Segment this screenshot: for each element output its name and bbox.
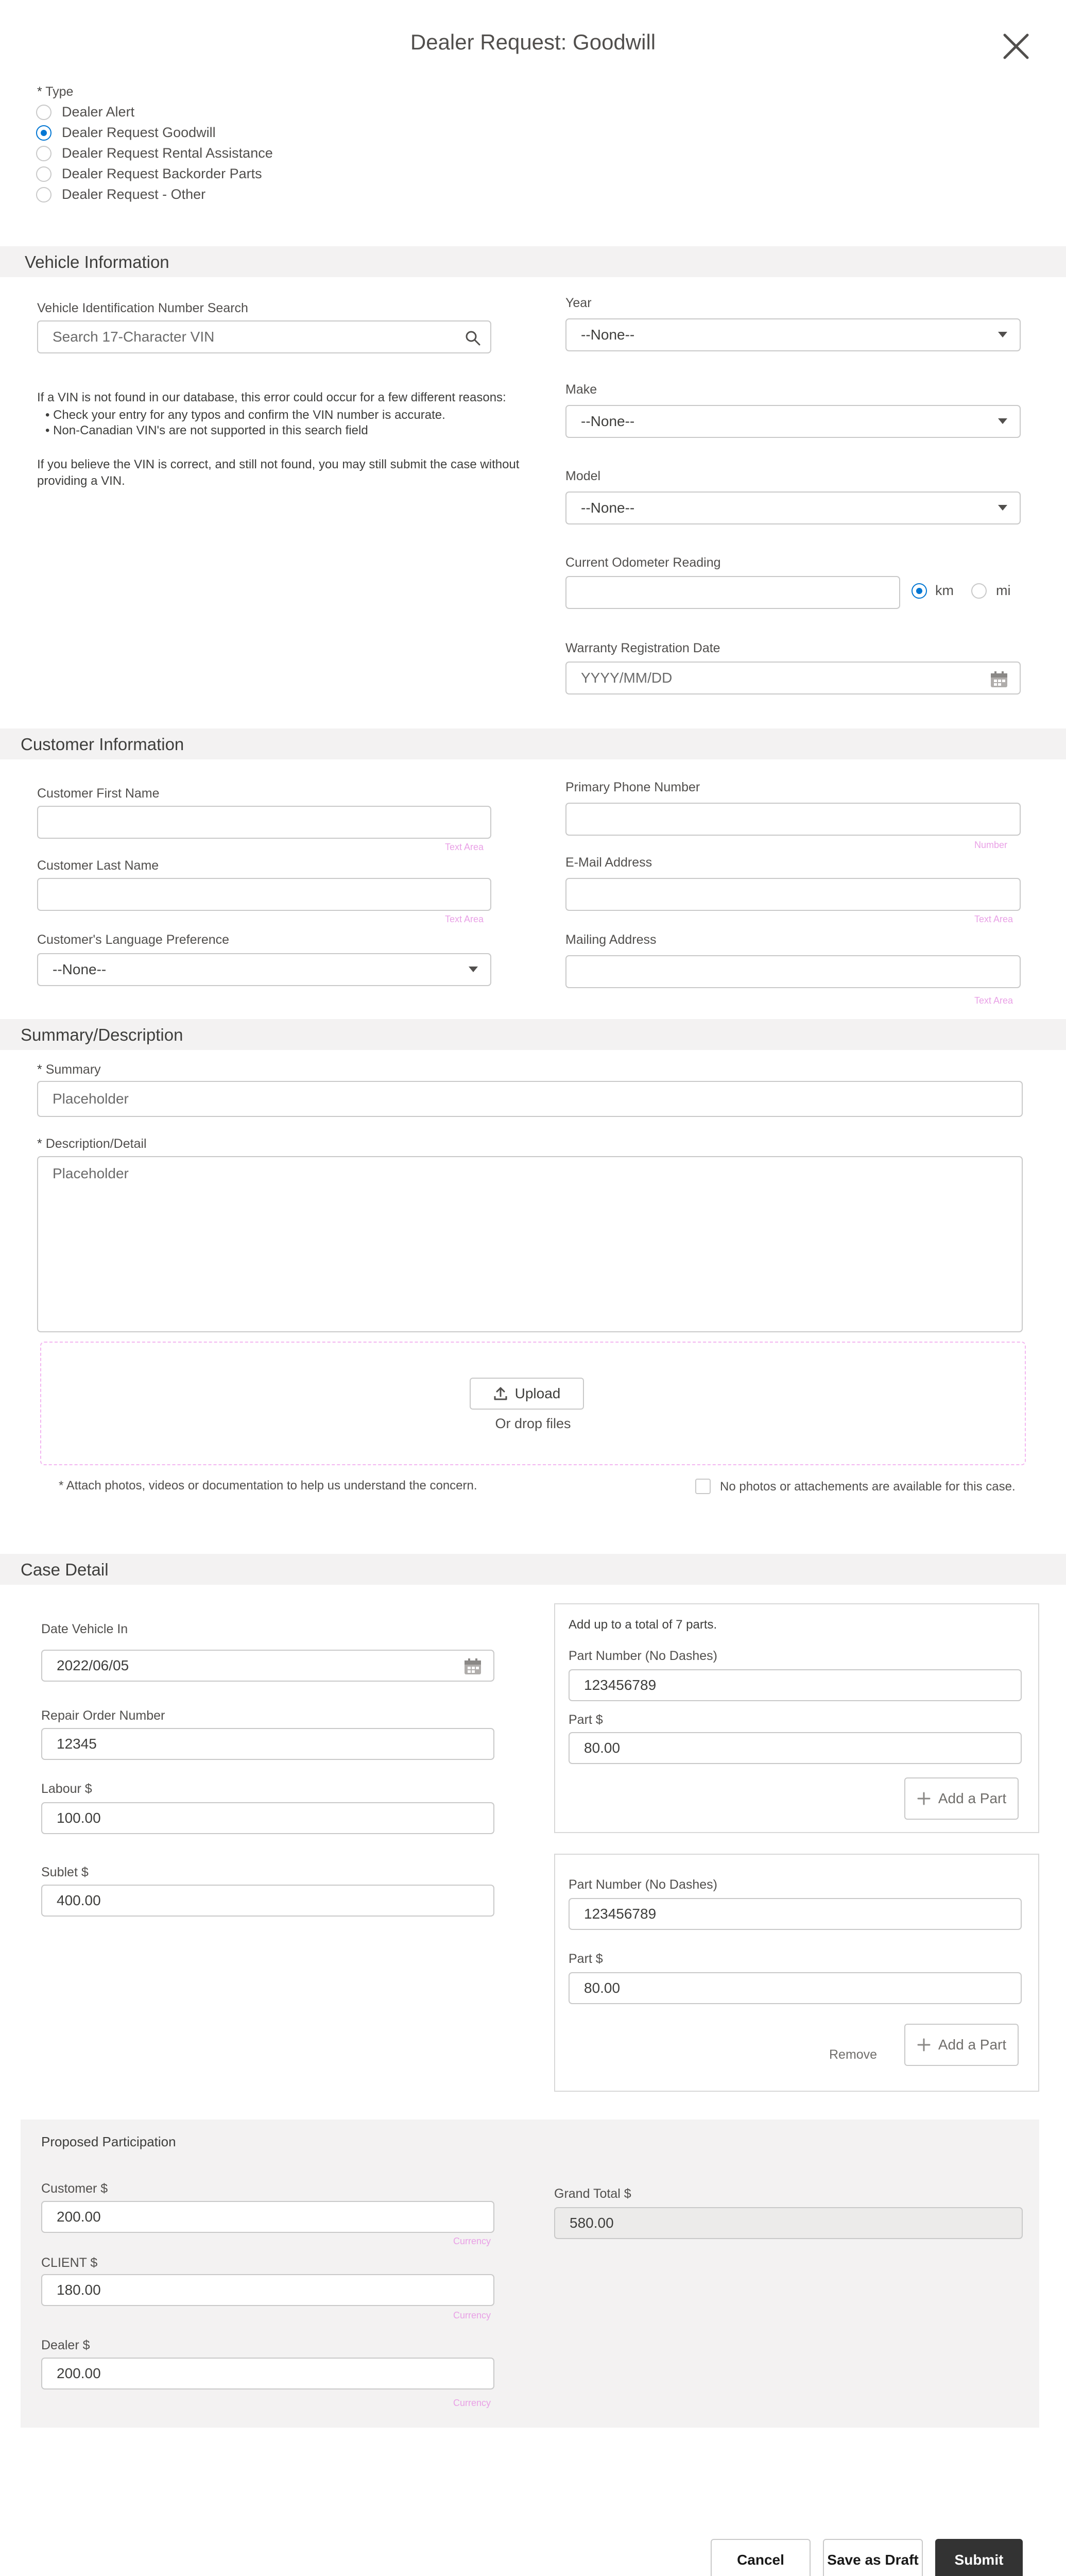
sublet-input[interactable] — [41, 1885, 494, 1917]
upload-icon — [493, 1386, 508, 1401]
part-price-value: 80.00 — [584, 1740, 621, 1756]
email-input[interactable] — [565, 878, 1021, 911]
no-photos-label: No photos or attachements are available for this case. — [720, 1480, 1016, 1494]
vin-help-bullet: • Check your entry for any typos and confirm the VIN number is accurate. — [45, 408, 445, 422]
modal-title: Dealer Request: Goodwill — [410, 30, 656, 54]
vin-help-text: providing a VIN. — [37, 474, 125, 488]
type-option-label: Dealer Alert — [62, 104, 135, 120]
add-part-label: Add a Part — [938, 2037, 1007, 2053]
type-radio-rental-assistance[interactable] — [36, 146, 51, 161]
unit-km-radio[interactable] — [912, 583, 927, 599]
model-value: --None-- — [581, 500, 635, 516]
warranty-date-placeholder: YYYY/MM/DD — [581, 670, 673, 686]
sublet-value: 400.00 — [57, 1892, 101, 1908]
last-name-label: Customer Last Name — [37, 858, 159, 873]
calendar-icon[interactable] — [990, 671, 1008, 688]
parts-intro: Add up to a total of 7 parts. — [569, 1618, 717, 1632]
remove-part-link[interactable]: Remove — [829, 2047, 878, 2062]
part-price-label: Part $ — [569, 1713, 603, 1727]
add-part-label: Add a Part — [938, 1790, 1007, 1806]
mailing-address-hint: Text Area — [974, 995, 1013, 1006]
language-select[interactable] — [37, 953, 491, 986]
no-photos-checkbox[interactable] — [695, 1479, 711, 1494]
dealer-amount-input[interactable] — [41, 2358, 494, 2389]
client-amount-label: CLIENT $ — [41, 2256, 98, 2270]
customer-amount-value: 200.00 — [57, 2209, 101, 2225]
email-label: E-Mail Address — [565, 855, 652, 870]
summary-label: * Summary — [37, 1062, 101, 1077]
dealer-amount-value: 200.00 — [57, 2365, 101, 2381]
customer-section-header — [0, 728, 1066, 759]
warranty-date-label: Warranty Registration Date — [565, 641, 720, 655]
case-section-title: Case Detail — [21, 1560, 109, 1579]
last-name-hint: Text Area — [445, 914, 484, 924]
email-hint: Text Area — [974, 914, 1013, 924]
make-select[interactable] — [565, 405, 1021, 438]
mailing-address-label: Mailing Address — [565, 933, 657, 947]
first-name-hint: Text Area — [445, 842, 484, 852]
year-label: Year — [565, 296, 592, 310]
cancel-label: Cancel — [737, 2552, 784, 2568]
part-price-value: 80.00 — [584, 1980, 621, 1996]
date-in-label: Date Vehicle In — [41, 1622, 128, 1636]
labour-value: 100.00 — [57, 1810, 101, 1826]
labour-label: Labour $ — [41, 1782, 92, 1796]
vin-help-intro: If a VIN is not found in our database, this error could occur for a few different reasons: — [37, 391, 506, 404]
description-label: * Description/Detail — [37, 1137, 147, 1151]
search-icon[interactable] — [465, 330, 481, 346]
description-placeholder: Placeholder — [53, 1165, 129, 1181]
type-radio-other[interactable] — [36, 187, 51, 202]
vin-help-text: If you believe the VIN is correct, and still not found, you may still submit the case without — [37, 457, 520, 471]
make-label: Make — [565, 382, 597, 397]
customer-amount-input[interactable] — [41, 2201, 494, 2233]
unit-km-label: km — [935, 583, 954, 598]
part-price-label: Part $ — [569, 1952, 603, 1966]
phone-input[interactable] — [565, 803, 1021, 836]
save-draft-button[interactable] — [823, 2539, 923, 2576]
submit-label: Submit — [954, 2552, 1004, 2568]
last-name-input[interactable] — [37, 878, 491, 911]
warranty-date-input[interactable] — [565, 662, 1021, 694]
phone-hint: Number — [974, 840, 1008, 850]
part-number-label: Part Number (No Dashes) — [569, 1877, 717, 1892]
type-option-label: Dealer Request Rental Assistance — [62, 145, 273, 161]
labour-input[interactable] — [41, 1802, 494, 1834]
upload-button[interactable] — [470, 1378, 584, 1410]
part-price-input[interactable] — [569, 1732, 1022, 1764]
ro-number-label: Repair Order Number — [41, 1708, 165, 1723]
type-option-label: Dealer Request Goodwill — [62, 125, 216, 140]
type-radio-goodwill[interactable] — [36, 125, 51, 141]
summary-section-header — [0, 1019, 1066, 1050]
currency-hint: Currency — [453, 2310, 491, 2320]
ro-number-input[interactable] — [41, 1728, 494, 1760]
type-radio-backorder-parts[interactable] — [36, 166, 51, 182]
language-value: --None-- — [53, 961, 107, 977]
type-label: * Type — [37, 84, 74, 99]
year-select[interactable] — [565, 318, 1021, 351]
currency-hint: Currency — [453, 2398, 491, 2408]
participation-title: Proposed Participation — [41, 2134, 176, 2149]
date-in-value: 2022/06/05 — [57, 1657, 129, 1673]
plus-icon — [917, 2038, 931, 2052]
first-name-input[interactable] — [37, 806, 491, 839]
vin-placeholder: Search 17-Character VIN — [53, 329, 215, 345]
close-icon[interactable] — [1002, 32, 1030, 61]
summary-input[interactable] — [37, 1081, 1023, 1117]
part-number-label: Part Number (No Dashes) — [569, 1649, 717, 1663]
type-radio-dealer-alert[interactable] — [36, 105, 51, 120]
add-part-button[interactable] — [904, 2024, 1019, 2066]
description-textarea[interactable] — [37, 1156, 1023, 1332]
part-number-input[interactable] — [569, 1669, 1022, 1701]
unit-mi-radio[interactable] — [971, 583, 987, 599]
vehicle-section-header — [0, 246, 1066, 277]
grand-total-value: 580.00 — [570, 2215, 614, 2231]
attach-note: * Attach photos, videos or documentation to help us understand the concern. — [59, 1479, 477, 1493]
summary-section-title: Summary/Description — [21, 1025, 183, 1044]
part-price-input[interactable] — [569, 1972, 1022, 2004]
vin-label: Vehicle Identification Number Search — [37, 301, 248, 315]
part-number-input[interactable] — [569, 1898, 1022, 1930]
odometer-label: Current Odometer Reading — [565, 555, 721, 570]
language-label: Customer's Language Preference — [37, 933, 230, 947]
mailing-address-input[interactable] — [565, 955, 1021, 988]
client-amount-input[interactable] — [41, 2274, 494, 2306]
plus-icon — [917, 1791, 931, 1806]
customer-amount-label: Customer $ — [41, 2181, 108, 2196]
submit-button[interactable] — [935, 2539, 1023, 2576]
ro-number-value: 12345 — [57, 1736, 97, 1752]
vin-search-input[interactable] — [37, 320, 491, 353]
add-part-button[interactable] — [904, 1777, 1019, 1820]
chevron-down-icon — [469, 967, 478, 972]
dealer-amount-label: Dealer $ — [41, 2338, 90, 2352]
odometer-input[interactable] — [565, 576, 900, 609]
chevron-down-icon — [998, 332, 1007, 337]
grand-total-output — [554, 2207, 1023, 2239]
chevron-down-icon — [998, 505, 1007, 511]
model-label: Model — [565, 469, 601, 483]
unit-mi-label: mi — [996, 583, 1011, 598]
date-in-input[interactable] — [41, 1650, 494, 1682]
drop-files-text: Or drop files — [495, 1416, 571, 1431]
part-number-value: 123456789 — [584, 1677, 657, 1693]
part-number-value: 123456789 — [584, 1906, 657, 1922]
vehicle-section-title: Vehicle Information — [25, 252, 169, 272]
model-select[interactable] — [565, 492, 1021, 524]
currency-hint: Currency — [453, 2236, 491, 2246]
client-amount-value: 180.00 — [57, 2282, 101, 2298]
chevron-down-icon — [998, 418, 1007, 424]
sublet-label: Sublet $ — [41, 1865, 89, 1879]
summary-placeholder: Placeholder — [53, 1091, 129, 1107]
cancel-button[interactable] — [711, 2539, 811, 2576]
grand-total-label: Grand Total $ — [554, 2187, 631, 2201]
first-name-label: Customer First Name — [37, 786, 160, 801]
case-section-header — [0, 1554, 1066, 1585]
phone-label: Primary Phone Number — [565, 780, 700, 794]
save-draft-label: Save as Draft — [827, 2552, 919, 2568]
type-option-label: Dealer Request Backorder Parts — [62, 166, 262, 181]
upload-label: Upload — [514, 1385, 561, 1401]
vin-help-bullet: • Non-Canadian VIN's are not supported in this search field — [45, 423, 368, 437]
make-value: --None-- — [581, 413, 635, 429]
type-option-label: Dealer Request - Other — [62, 187, 206, 202]
customer-section-title: Customer Information — [21, 735, 184, 754]
calendar-icon[interactable] — [463, 1658, 482, 1675]
year-value: --None-- — [581, 327, 635, 343]
